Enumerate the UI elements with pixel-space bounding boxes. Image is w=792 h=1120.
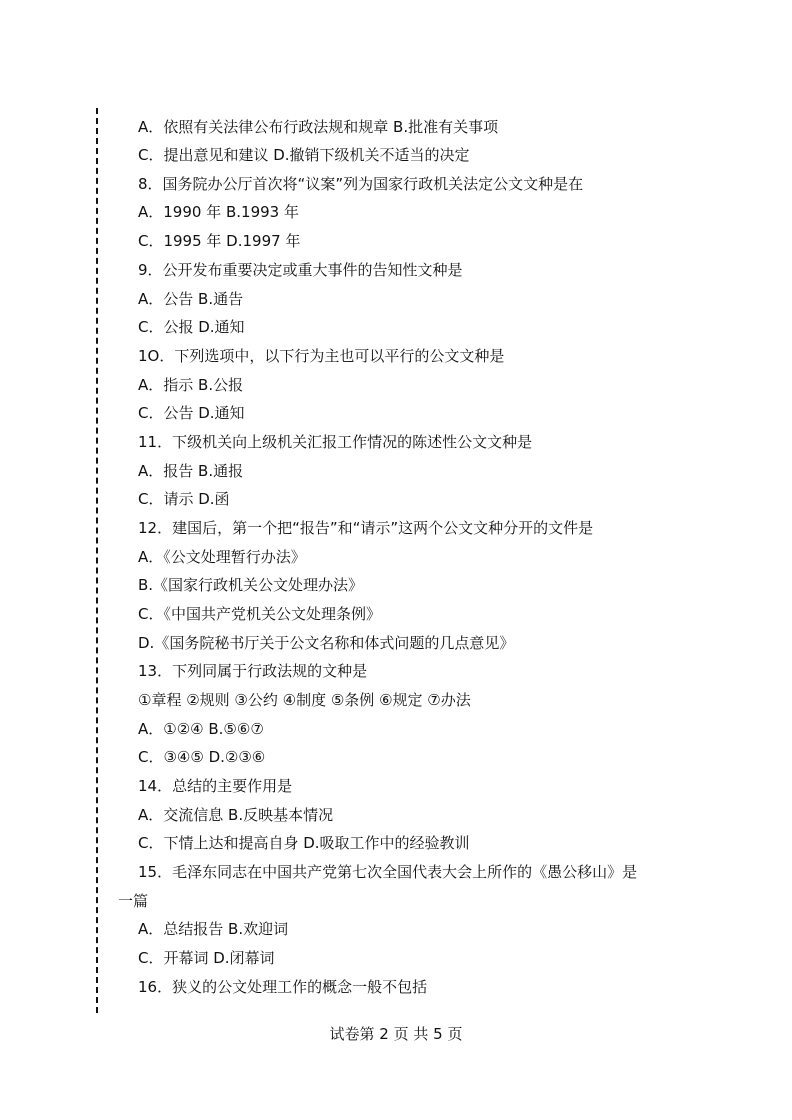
text-line: 13．下列同属于行政法规的文种是 [138,662,368,680]
text-line: C．《中国共产党机关公文处理条例》 [138,605,381,623]
text-line: 一篇 [118,892,149,910]
text-line: A．依照有关法律公布行政法规和规章 B.批准有关事项 [138,118,499,136]
text-line: B.《国家行政机关公文处理办法》 [138,576,364,594]
binding-margin-line [96,108,98,1013]
text-line: C．下情上达和提高自身 D.吸取工作中的经验教训 [138,834,470,852]
text-line: A．《公文处理暂行办法》 [138,548,306,566]
text-line: C．开幕词 D.闭幕词 [138,949,275,967]
text-line: 14．总结的主要作用是 [138,777,293,795]
text-line: C．③④⑤ D.②③⑥ [138,748,266,766]
text-line: D.《国务院秘书厅关于公文名称和体式问题的几点意见》 [138,634,515,652]
text-line: 9．公开发布重要决定或重大事件的告知性文种是 [138,261,463,279]
text-line: C．1995 年 D.1997 年 [138,232,301,250]
text-line: A．指示 B.公报 [138,376,244,394]
text-line: 15．毛泽东同志在中国共产党第七次全国代表大会上所作的《愚公移山》是 [138,863,638,881]
text-line: C．公报 D.通知 [138,318,245,336]
text-line: A．报告 B.通报 [138,462,244,480]
text-line: 12．建国后，第一个把“报告”和“请示”这两个公文文种分开的文件是 [138,519,594,537]
text-line: C．提出意见和建议 D.撤销下级机关不适当的决定 [138,146,470,164]
page-footer: 试卷第 2 页 共 5 页 [329,1025,463,1043]
text-line: A．总结报告 B.欢迎词 [138,920,289,938]
text-line: A．公告 B.通告 [138,290,244,308]
text-line: 1O．下列选项中，以下行为主也可以平行的公文文种是 [138,347,505,365]
text-line: A．①②④ B.⑤⑥⑦ [138,720,264,738]
text-line: 11．下级机关向上级机关汇报工作情况的陈述性公文文种是 [138,433,533,451]
text-line: ①章程 ②规则 ③公约 ④制度 ⑤条例 ⑥规定 ⑦办法 [138,691,471,709]
text-line: 8．国务院办公厅首次将“议案”列为国家行政机关法定公文文种是在 [138,175,584,193]
text-line: C．公告 D.通知 [138,404,245,422]
text-line: A．1990 年 B.1993 年 [138,203,299,221]
text-line: C．请示 D.函 [138,490,230,508]
text-line: 16．狭义的公文处理工作的概念一般不包括 [138,978,428,996]
text-line: A．交流信息 B.反映基本情况 [138,806,334,824]
